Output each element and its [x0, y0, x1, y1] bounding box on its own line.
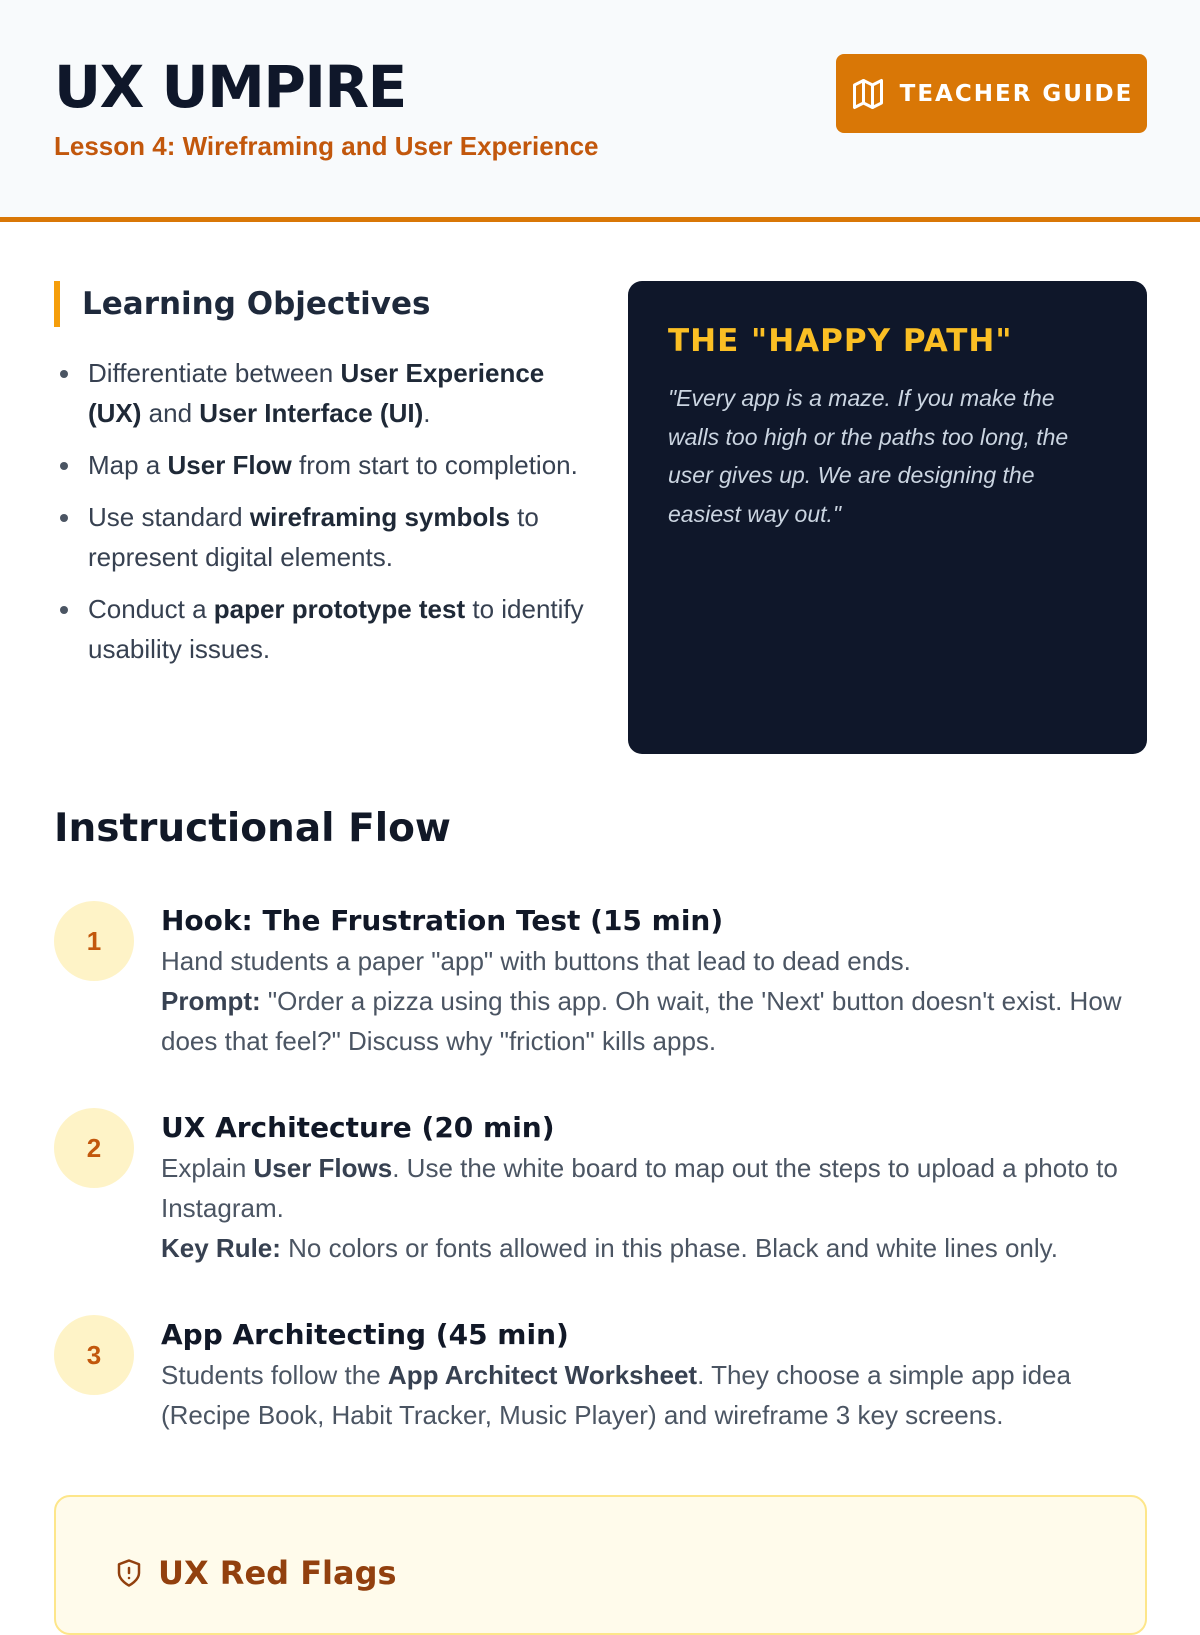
- red-flags-title: UX Red Flags: [158, 1554, 397, 1592]
- page-header: [0, 0, 1200, 222]
- red-flags-heading: [114, 1554, 397, 1592]
- step-number: 3: [54, 1315, 134, 1395]
- happy-path-title: THE "HAPPY PATH": [668, 323, 1013, 359]
- happy-path-card: [628, 281, 1147, 754]
- learning-objectives-heading: Learning Objectives: [54, 281, 430, 327]
- step-title: Hook: The Frustration Test (15 min): [161, 904, 724, 937]
- shield-alert-icon: [114, 1557, 144, 1589]
- objective-item: Use standard wireframing symbols to represent digital elements.: [60, 497, 600, 577]
- map-icon: [850, 76, 886, 112]
- objective-item: Conduct a paper prototype test to identify usability issues.: [60, 589, 600, 669]
- step-description: Explain User Flows. Use the white board to map out the steps to upload a photo to Instagram. Key Rule: No colors or fonts allowed in this phase. Black and white lines only.: [161, 1153, 1118, 1263]
- objective-item: Map a User Flow from start to completion.: [60, 445, 600, 485]
- step-number: 2: [54, 1108, 134, 1188]
- step-description: Hand students a paper "app" with buttons that lead to dead ends. Prompt: "Order a pizza using this app. Oh wait, the 'Next' button doesn't exist. How does that feel?" Discuss why "friction" kills apps.: [161, 946, 1122, 1056]
- teacher-guide-button[interactable]: [836, 54, 1147, 133]
- teacher-guide-label: TEACHER GUIDE: [899, 80, 1134, 107]
- lesson-subtitle: Lesson 4: Wireframing and User Experience: [54, 131, 599, 161]
- objectives-list: [60, 353, 600, 681]
- red-flags-panel: [54, 1495, 1147, 1635]
- step-description: Students follow the App Architect Worksheet. They choose a simple app idea (Recipe Book, Habit Tracker, Music Player) and wireframe 3 key screens.: [161, 1360, 1071, 1430]
- objective-item: Differentiate between User Experience (UX) and User Interface (UI).: [60, 353, 600, 433]
- step-title: UX Architecture (20 min): [161, 1111, 555, 1144]
- step-number: 1: [54, 901, 134, 981]
- step-title: App Architecting (45 min): [161, 1318, 569, 1351]
- page-title: UX UMPIRE: [54, 53, 406, 121]
- instructional-flow-heading: Instructional Flow: [54, 806, 451, 851]
- happy-path-quote: "Every app is a maze. If you make the walls too high or the paths too long, the user gives up. We are designing the easiest way out.": [668, 385, 1069, 527]
